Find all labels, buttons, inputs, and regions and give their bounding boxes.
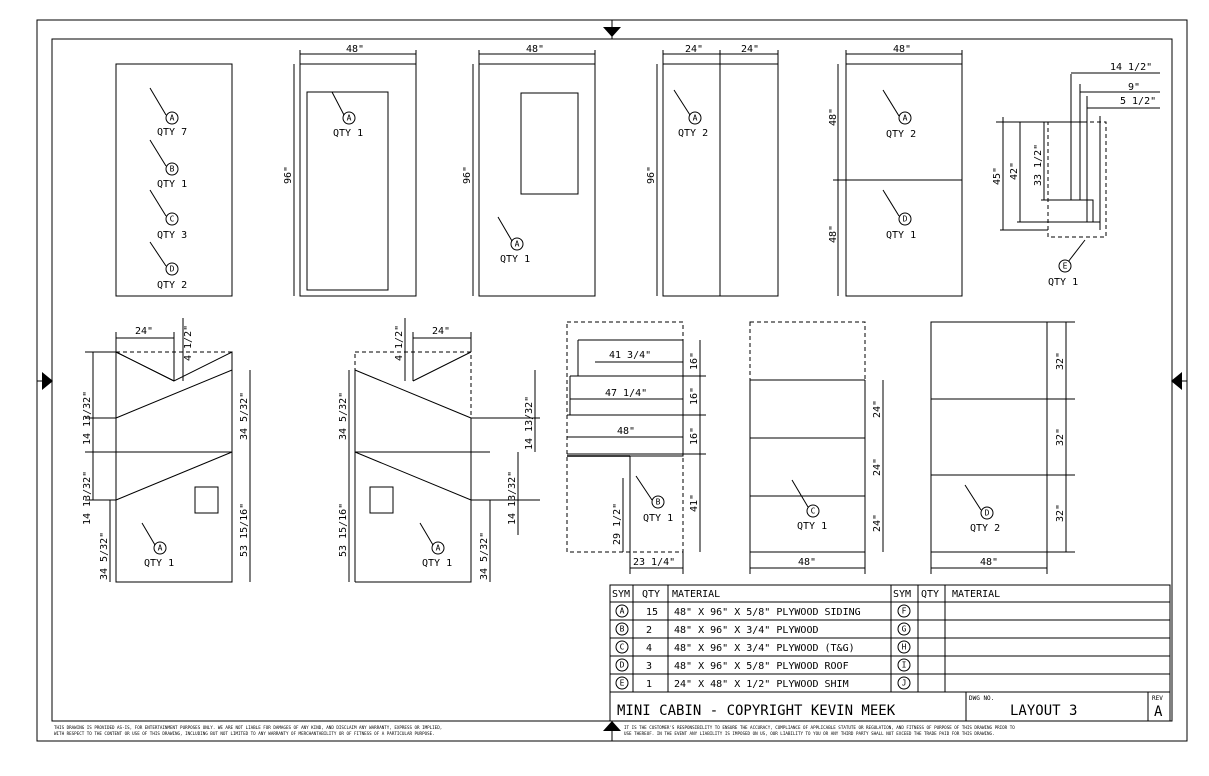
bom-qty: 1	[646, 679, 653, 690]
bom-material: 48" X 96" X 3/4" PLYWOOD	[674, 625, 819, 636]
dim-48: 48"	[617, 426, 636, 437]
dim-14-1-2: 14 1/2"	[1110, 62, 1153, 73]
bom-qty: 2	[646, 625, 653, 636]
dim-32-c: 32"	[1055, 503, 1066, 522]
bom-sym-2: H	[901, 642, 907, 652]
dim-height-bottom: 48"	[828, 224, 839, 243]
bom-material: 24" X 48" X 1/2" PLYWOOD SHIM	[674, 679, 849, 690]
qty-label: QTY 1	[797, 521, 828, 532]
bom-sym-2: J	[901, 678, 907, 688]
sym-b-label: B	[169, 164, 175, 174]
dim-33-1-2: 33 1/2"	[1033, 143, 1044, 186]
bom-table	[610, 585, 1170, 692]
bom-header-material: MATERIAL	[672, 589, 721, 600]
dim-height-top: 48"	[828, 107, 839, 126]
bom-sym: A	[619, 606, 625, 616]
sym-a-label: A	[157, 543, 163, 553]
disclaimer-right-line-2: USE THEREOF. IN THE EVENT ANY LIABILITY IS IMPOSED ON US, OUR LIABILITY TO YOU OR ANY THIRD PARTY SHALL NOT EXCEED THE TRADE PAID FOR THIS DRAWING.	[624, 731, 995, 736]
dim-9: 9"	[1128, 82, 1141, 93]
bom-sym: E	[619, 678, 625, 688]
disclaimer-left-line-2: WITH RESPECT TO THE CONTENT OR USE OF THIS DRAWING, INCLUDING BUT NOT LIMITED TO ANY WARRANTY OF MERCHANTABILITY OR OF FITNESS OF A PARTICULAR PURPOSE.	[54, 731, 435, 736]
qty-label: QTY 1	[333, 128, 364, 139]
dim-width-right: 24"	[741, 44, 760, 55]
dim-16-b: 16"	[689, 386, 700, 405]
title-block	[610, 692, 1170, 721]
dim-height: 96"	[283, 165, 294, 184]
dim-24-c: 24"	[872, 513, 883, 532]
sym-e-label: E	[1062, 261, 1068, 271]
dim-width: 48"	[980, 557, 999, 568]
dim-45: 45"	[992, 166, 1003, 185]
sym-a-label: A	[902, 113, 908, 123]
rev-value: A	[1154, 704, 1163, 720]
dim-42: 42"	[1009, 161, 1020, 180]
dim-4-1-2: 4 1/2"	[183, 324, 194, 361]
sym-d-label: D	[169, 264, 175, 274]
dim-41: 41"	[689, 493, 700, 512]
sheet-8	[338, 318, 540, 582]
dim-29-1-2: 29 1/2"	[612, 502, 623, 545]
sym-c-label: C	[810, 506, 816, 516]
bom-sym: B	[619, 624, 625, 634]
sym-a-label: A	[346, 113, 352, 123]
table-row	[616, 659, 910, 672]
sheet-9	[567, 322, 706, 574]
disclaimer-left-line-1: THIS DRAWING IS PROVIDED AS-IS, FOR ENTERTAINMENT PURPOSES ONLY. WE ARE NOT LIABLE FOR DAMAGES OF ANY KIND, AND DISCLAIM ANY WARRANTY, EXPRESS OR IMPLIED,	[54, 725, 443, 730]
qty-label: QTY 2	[886, 129, 917, 140]
sym-a-label: A	[435, 543, 441, 553]
dim-left-53-15-16: 53 15/16"	[338, 502, 349, 557]
bom-qty: 15	[646, 607, 659, 618]
sheet-5	[828, 44, 962, 296]
inner-border	[52, 39, 1172, 721]
dim-right-14-13-32: 14 13/32"	[524, 395, 535, 450]
sheet-2	[283, 44, 416, 296]
sheet-6	[992, 62, 1160, 288]
sheet-7	[82, 318, 250, 582]
dim-47-1-4: 47 1/4"	[605, 388, 648, 399]
dim-width: 48"	[893, 44, 912, 55]
bom-material: 48" X 96" X 5/8" PLYWOOD ROOF	[674, 661, 849, 672]
dim-16-a: 16"	[689, 351, 700, 370]
dim-16-c: 16"	[689, 426, 700, 445]
dim-height: 96"	[462, 165, 473, 184]
bom-sym-2: I	[901, 660, 907, 670]
bom-sym: D	[619, 660, 625, 670]
dim-width: 48"	[346, 44, 365, 55]
qty-label: QTY 2	[970, 523, 1001, 534]
sheet-1	[116, 64, 232, 296]
dim-right-34-5-32: 34 5/32"	[239, 391, 250, 440]
qty-label: QTY 1	[1048, 277, 1079, 288]
bom-qty: 3	[646, 661, 653, 672]
dim-width: 48"	[526, 44, 545, 55]
bom-material: 48" X 96" X 3/4" PLYWOOD (T&G)	[674, 643, 855, 654]
qty-label: QTY 1	[500, 254, 531, 265]
sym-d-label: D	[984, 508, 990, 518]
qty-label: QTY 1	[144, 558, 175, 569]
dim-5-1-2: 5 1/2"	[1120, 96, 1157, 107]
dim-top: 24"	[135, 326, 154, 337]
qty-label: QTY 2	[678, 128, 709, 139]
bom-header-sym-2: SYM	[893, 589, 912, 600]
qty-label: QTY 1	[157, 179, 188, 190]
sym-b-label: B	[655, 497, 661, 507]
table-row	[616, 677, 910, 690]
outer-border	[37, 20, 1187, 741]
dim-left-14-13-32: 14 13/32"	[82, 390, 93, 445]
qty-label: QTY 2	[157, 280, 188, 291]
dim-24-b: 24"	[872, 457, 883, 476]
dwg-no: LAYOUT 3	[1010, 703, 1078, 719]
bom-sym: C	[619, 642, 625, 652]
table-row	[616, 605, 910, 618]
sheet-11	[931, 322, 1075, 574]
table-row	[616, 641, 910, 654]
sheet-3	[462, 44, 595, 296]
sym-a-label: A	[514, 239, 520, 249]
bom-header-qty-2: QTY	[921, 589, 940, 600]
dim-width: 48"	[798, 557, 817, 568]
qty-label: QTY 7	[157, 127, 188, 138]
sym-a-label: A	[692, 113, 698, 123]
qty-label: QTY 1	[886, 230, 917, 241]
table-row	[616, 623, 910, 636]
qty-label: QTY 1	[643, 513, 674, 524]
sym-d-label: D	[902, 214, 908, 224]
rev-label: REV	[1152, 695, 1163, 702]
dwg-no-label: DWG NO.	[969, 695, 995, 702]
dim-left-34-5-32: 34 5/32"	[99, 531, 110, 580]
bom-sym-2: G	[901, 624, 907, 634]
dim-left-34-5-32: 34 5/32"	[338, 391, 349, 440]
dim-width-left: 24"	[685, 44, 704, 55]
dim-height: 96"	[646, 165, 657, 184]
dim-24-a: 24"	[872, 399, 883, 418]
bom-qty: 4	[646, 643, 653, 654]
bom-header-sym: SYM	[612, 589, 631, 600]
bom-sym-2: F	[901, 606, 907, 616]
disclaimer-right-line-1: IT IS THE CUSTOMER'S RESPONSIBILITY TO ENSURE THE ACCURACY, COMPLIANCE OF APPLICABLE STATUTE OR REGULATION, AND FITNESS OF PURPOSE OF THIS DRAWING PRIOR TO	[624, 725, 1015, 730]
dim-right-53-15-16: 53 15/16"	[239, 502, 250, 557]
dim-top: 24"	[432, 326, 451, 337]
dim-32-b: 32"	[1055, 427, 1066, 446]
sym-a-label: A	[169, 113, 175, 123]
bom-material: 48" X 96" X 5/8" PLYWOOD SIDING	[674, 607, 861, 618]
sym-c-label: C	[169, 214, 175, 224]
qty-label: QTY 1	[422, 558, 453, 569]
sheet-4	[646, 44, 778, 296]
dim-right-14-13-32-b: 14 13/32"	[507, 470, 518, 525]
qty-label: QTY 3	[157, 230, 188, 241]
bom-header-qty: QTY	[642, 589, 661, 600]
drawing-title: MINI CABIN - COPYRIGHT KEVIN MEEK	[617, 703, 896, 719]
dim-32-a: 32"	[1055, 351, 1066, 370]
dim-right-34-5-32: 34 5/32"	[479, 531, 490, 580]
dim-left-14-13-32-b: 14 13/32"	[82, 470, 93, 525]
dim-4-1-2: 4 1/2"	[394, 324, 405, 361]
dim-41-3-4: 41 3/4"	[609, 350, 652, 361]
sheet-10	[750, 322, 883, 574]
dim-23-1-4: 23 1/4"	[633, 557, 676, 568]
bom-header-material-2: MATERIAL	[952, 589, 1001, 600]
